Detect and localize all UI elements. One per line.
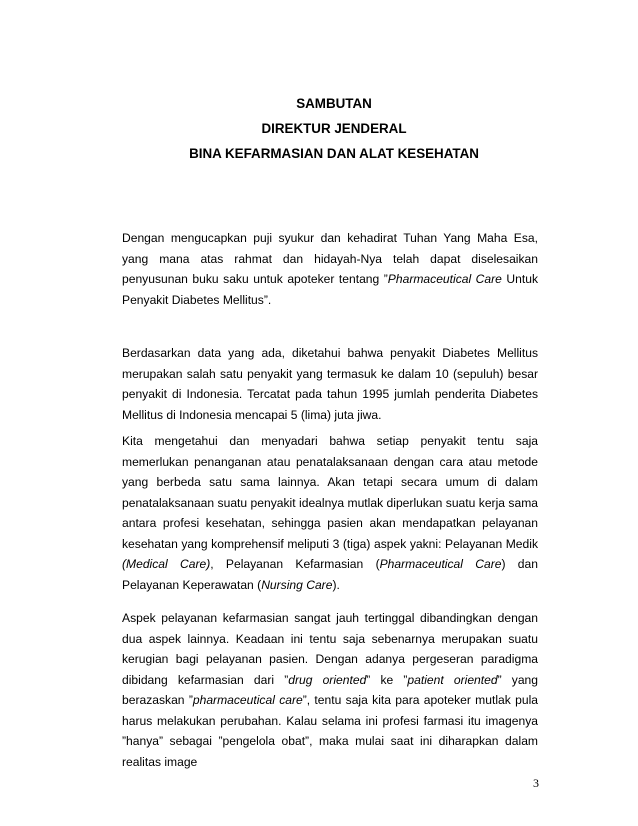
p4-text-f: pharmaceutical care xyxy=(192,693,303,707)
title-line-direktur: DIREKTUR JENDERAL xyxy=(261,121,407,136)
p4-text-d: patient oriented xyxy=(407,672,498,687)
page-number: 3 xyxy=(533,776,539,790)
paragraph-4-text xyxy=(122,608,538,772)
paragraph-2 xyxy=(122,343,538,425)
paragraph-2-text: Berdasarkan data yang ada, diketahui bahwa penyakit Diabetes Mellitus merupakan salah satu penyakit yang termasuk ke dalam 10 (sepuluh) besar penyakit di Indonesia. Tercatat pada tahun 1995 jumlah penderita Diabetes Mellitus di Indonesia mencapai 5 (lima) juta jiwa. xyxy=(122,346,538,422)
title-line-bina: BINA KEFARMASIAN DAN ALAT KESEHATAN xyxy=(189,146,479,161)
p3-text-b: (Medical Care) xyxy=(122,557,211,571)
paragraph-3 xyxy=(122,431,538,595)
paragraph-1 xyxy=(122,228,538,310)
paragraph-3-text xyxy=(122,431,538,595)
p4-text-c: ” ke ” xyxy=(366,672,408,687)
paragraph-4 xyxy=(122,608,538,772)
title-line-sambutan: SAMBUTAN xyxy=(296,96,372,111)
p4-text-e: ” yang berazaskan ” xyxy=(122,672,538,707)
p4-text-a: Aspek pelayanan kefarmasian sangat jauh tertinggal dibandingkan dengan dua aspek lainnya. Keadaan ini tentu saja sebenarnya merupakan suatu kerugian bagi pelayanan pasien. Dengan adanya pergeseran paradigma dibidang kefarmasian dari ” xyxy=(122,611,538,687)
p3-text-a: Kita mengetahui dan menyadari bahwa setiap penyakit tentu saja memerlukan penanganan atau penatalaksanaan dengan cara atau metode yang berbeda satu sama lainnya. Akan tetapi secara umum di dalam penatalaksanaan suatu penyakit idealnya mutlak diperlukan suatu kerja sama antara profesi kesehatan, sehingga pasien akan mendapatkan pelayanan kesehatan yang komprehensif meliputi 3 (tiga) aspek yakni: Pelayanan Medik xyxy=(122,434,538,551)
p1-text-b: Pharmaceutical Care xyxy=(387,272,502,286)
p3-text-c: , Pelayanan Kefarmasian ( xyxy=(210,557,380,571)
p1-text-a: Dengan mengucapkan puji syukur dan kehadirat Tuhan Yang Maha Esa, yang mana atas rahmat dan hidayah-Nya telah dapat diselesaikan penyusunan buku saku untuk apoteker tentang ” xyxy=(122,231,538,286)
p3-text-f: Nursing Care xyxy=(261,577,333,592)
p3-text-g: ). xyxy=(332,577,340,592)
p3-text-d: Pharmaceutical Care xyxy=(379,557,502,571)
paragraph-1-text xyxy=(122,228,538,310)
p4-text-b: drug oriented xyxy=(288,672,367,687)
p1-text-c: Untuk Penyakit Diabetes Mellitus”. xyxy=(122,272,538,307)
title-block xyxy=(0,96,638,171)
p3-text-e: ) dan Pelayanan Keperawatan ( xyxy=(122,557,538,592)
p4-text-g: ”, tentu saja kita para apoteker mutlak pula harus melakukan perubahan. Kalau selama ini profesi farmasi itu imagenya ”hanya” sebagai ”pengelola obat”, maka mulai saat ini diharapkan dalam realitas image xyxy=(122,693,538,769)
